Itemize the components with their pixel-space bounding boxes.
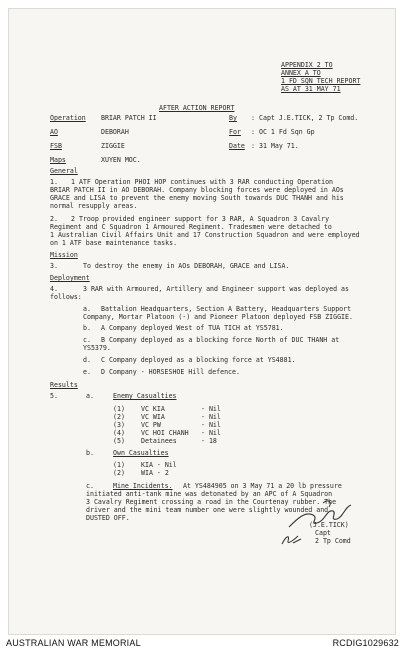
deploy-c-line-2: YS5379. — [83, 344, 111, 352]
by-label: By — [229, 114, 237, 122]
own-item-number: (1) — [113, 461, 125, 469]
footer-record-id: RCDIG1029632 — [332, 638, 399, 648]
enemy-casualties-heading: Enemy Casualties — [113, 392, 177, 400]
for-value: OC 1 Fd Sqn Gp — [259, 128, 315, 136]
deploy-a-line-1: Battalion Headquarters, Section A Battery, Headquarters Support — [101, 305, 352, 313]
initials-mark — [279, 531, 305, 547]
appendix-line-3: 1 FD SQN TECH REPORT — [281, 77, 361, 85]
deploy-a-line-2: Company, Mortar Platoon (-) and Pioneer Platoon deployed FSB ZIGGIE. — [83, 313, 353, 321]
footer-archive-name: AUSTRALIAN WAR MEMORIAL — [6, 638, 141, 648]
maps-value: XUYEN MOC. — [101, 156, 141, 164]
enemy-item-value: - Nil — [201, 405, 221, 413]
signature-name: (J.E.TICK) — [309, 521, 349, 529]
own-item-number: (2) — [113, 469, 125, 477]
enemy-item-number: (4) — [113, 429, 125, 437]
para-1-line-1: 1 ATF Operation PHOI HOP continues with 3 RAR conducting Operation — [71, 178, 334, 186]
enemy-item-number: (3) — [113, 421, 125, 429]
own-item-label: KIA - Nil — [141, 461, 177, 469]
date-label: Date — [229, 142, 245, 150]
para-5-number: 5. — [50, 392, 58, 400]
enemy-item-number: (5) — [113, 437, 125, 445]
mine-line-3: 3 Cavalry Regiment crossing a road in the Courtenay rubber. The — [86, 498, 337, 506]
deploy-e-text: D Company - HORSESHOE Hill defence. — [101, 368, 240, 376]
by-value: Capt J.E.TICK, 2 Tp Comd. — [259, 114, 359, 122]
enemy-item-label: VC HOI CHANH — [141, 429, 189, 437]
deploy-d-text: C Company deployed as a blocking force at YS4881. — [101, 356, 296, 364]
deploy-b-label: b. — [83, 324, 91, 332]
para-1-line-3: GRACE and LISA to prevent the enemy moving South towards DUC THANH and his — [50, 194, 344, 202]
fsb-value: ZIGGIE — [101, 142, 125, 150]
para-1-line-4: normal resupply areas. — [50, 202, 138, 210]
deploy-a-label: a. — [83, 305, 91, 313]
operation-value: BRIAR PATCH II — [101, 114, 157, 122]
results-b-label: b. — [86, 449, 94, 457]
deployment-heading: Deployment — [50, 274, 90, 282]
deploy-e-label: e. — [83, 368, 91, 376]
deploy-b-text: A Company deployed West of TUA TICH at YS5781. — [101, 324, 284, 332]
mine-line-1: At YS484905 on 3 May 71 a 20 lb pressure — [183, 482, 342, 490]
para-3-text: To destroy the enemy in AOs DEBORAH, GRACE and LISA. — [83, 262, 290, 270]
para-2-number: 2. — [50, 215, 58, 223]
results-heading: Results — [50, 381, 78, 389]
enemy-item-number: (2) — [113, 413, 125, 421]
enemy-item-number: (1) — [113, 405, 125, 413]
mine-line-5: DUSTED OFF. — [86, 514, 130, 522]
appendix-line-4: AS AT 31 MAY 71 — [281, 85, 341, 93]
enemy-item-label: VC PW — [141, 421, 161, 429]
para-2-line-3: 1 Australian Civil Affairs Unit and 17 Construction Squadron and were employed — [50, 231, 360, 239]
own-casualties-heading: Own Casualties — [113, 449, 169, 457]
para-4-line-2: follows: — [50, 293, 82, 301]
enemy-item-value: - 18 — [201, 437, 217, 445]
document-page — [8, 8, 396, 635]
results-c-label: c. — [86, 482, 94, 490]
by-colon: : — [251, 114, 255, 122]
para-2-line-1: 2 Troop provided engineer support for 3 RAR, A Squadron 3 Cavalry — [71, 215, 330, 223]
mission-heading: Mission — [50, 251, 78, 259]
date-colon: : — [251, 142, 255, 150]
enemy-item-value: - Nil — [201, 421, 221, 429]
general-heading: General — [50, 167, 78, 175]
enemy-item-label: VC KIA — [141, 405, 165, 413]
para-3-number: 3. — [50, 262, 58, 270]
fsb-label: FSB — [50, 142, 62, 150]
enemy-item-label: Detainees — [141, 437, 177, 445]
date-value: 31 May 71. — [259, 142, 299, 150]
para-2-line-2: Regiment and C Squadron 1 Armoured Regiment. Tradesmen were detached to — [50, 223, 332, 231]
for-label: For — [229, 128, 241, 136]
signature-rank: Capt — [315, 529, 331, 537]
for-colon: : — [251, 128, 255, 136]
enemy-item-value: - Nil — [201, 413, 221, 421]
signature-role: 2 Tp Comd — [315, 537, 351, 545]
operation-label: Operation — [50, 114, 86, 122]
ao-label: AO — [50, 128, 58, 136]
enemy-item-value: - Nil — [201, 429, 221, 437]
maps-label: Maps — [50, 156, 66, 164]
appendix-line-2: ANNEX A TO — [281, 69, 321, 77]
deploy-c-label: c. — [83, 336, 91, 344]
para-4-number: 4. — [50, 285, 58, 293]
para-4-line-1: 3 RAR with Armoured, Artillery and Engineer support was deployed as — [83, 285, 349, 293]
results-a-label: a. — [86, 392, 94, 400]
appendix-line-1: APPENDIX 2 TO — [281, 61, 333, 69]
mine-incidents-heading: Mine Incidents. — [113, 482, 173, 490]
para-2-line-4: on 1 ATF base maintenance tasks. — [50, 239, 178, 247]
report-title: AFTER ACTION REPORT — [159, 104, 235, 112]
para-1-line-2: BRIAR PATCH II in AO DEBORAH. Company blocking forces were deployed in AOs — [50, 186, 344, 194]
mine-line-2: initiated anti-tank mine was detonated by an APC of A Squadron — [86, 490, 333, 498]
deploy-d-label: d. — [83, 356, 91, 364]
para-1-number: 1. — [50, 178, 58, 186]
deploy-c-line-1: B Company deployed as a blocking force North of DUC THANH at — [101, 336, 340, 344]
ao-value: DEBORAH — [101, 128, 129, 136]
enemy-item-label: VC WIA — [141, 413, 165, 421]
mine-line-4: driver and the mini team number one were slightly wounded and — [86, 506, 329, 514]
own-item-label: WIA - 2 — [141, 469, 169, 477]
